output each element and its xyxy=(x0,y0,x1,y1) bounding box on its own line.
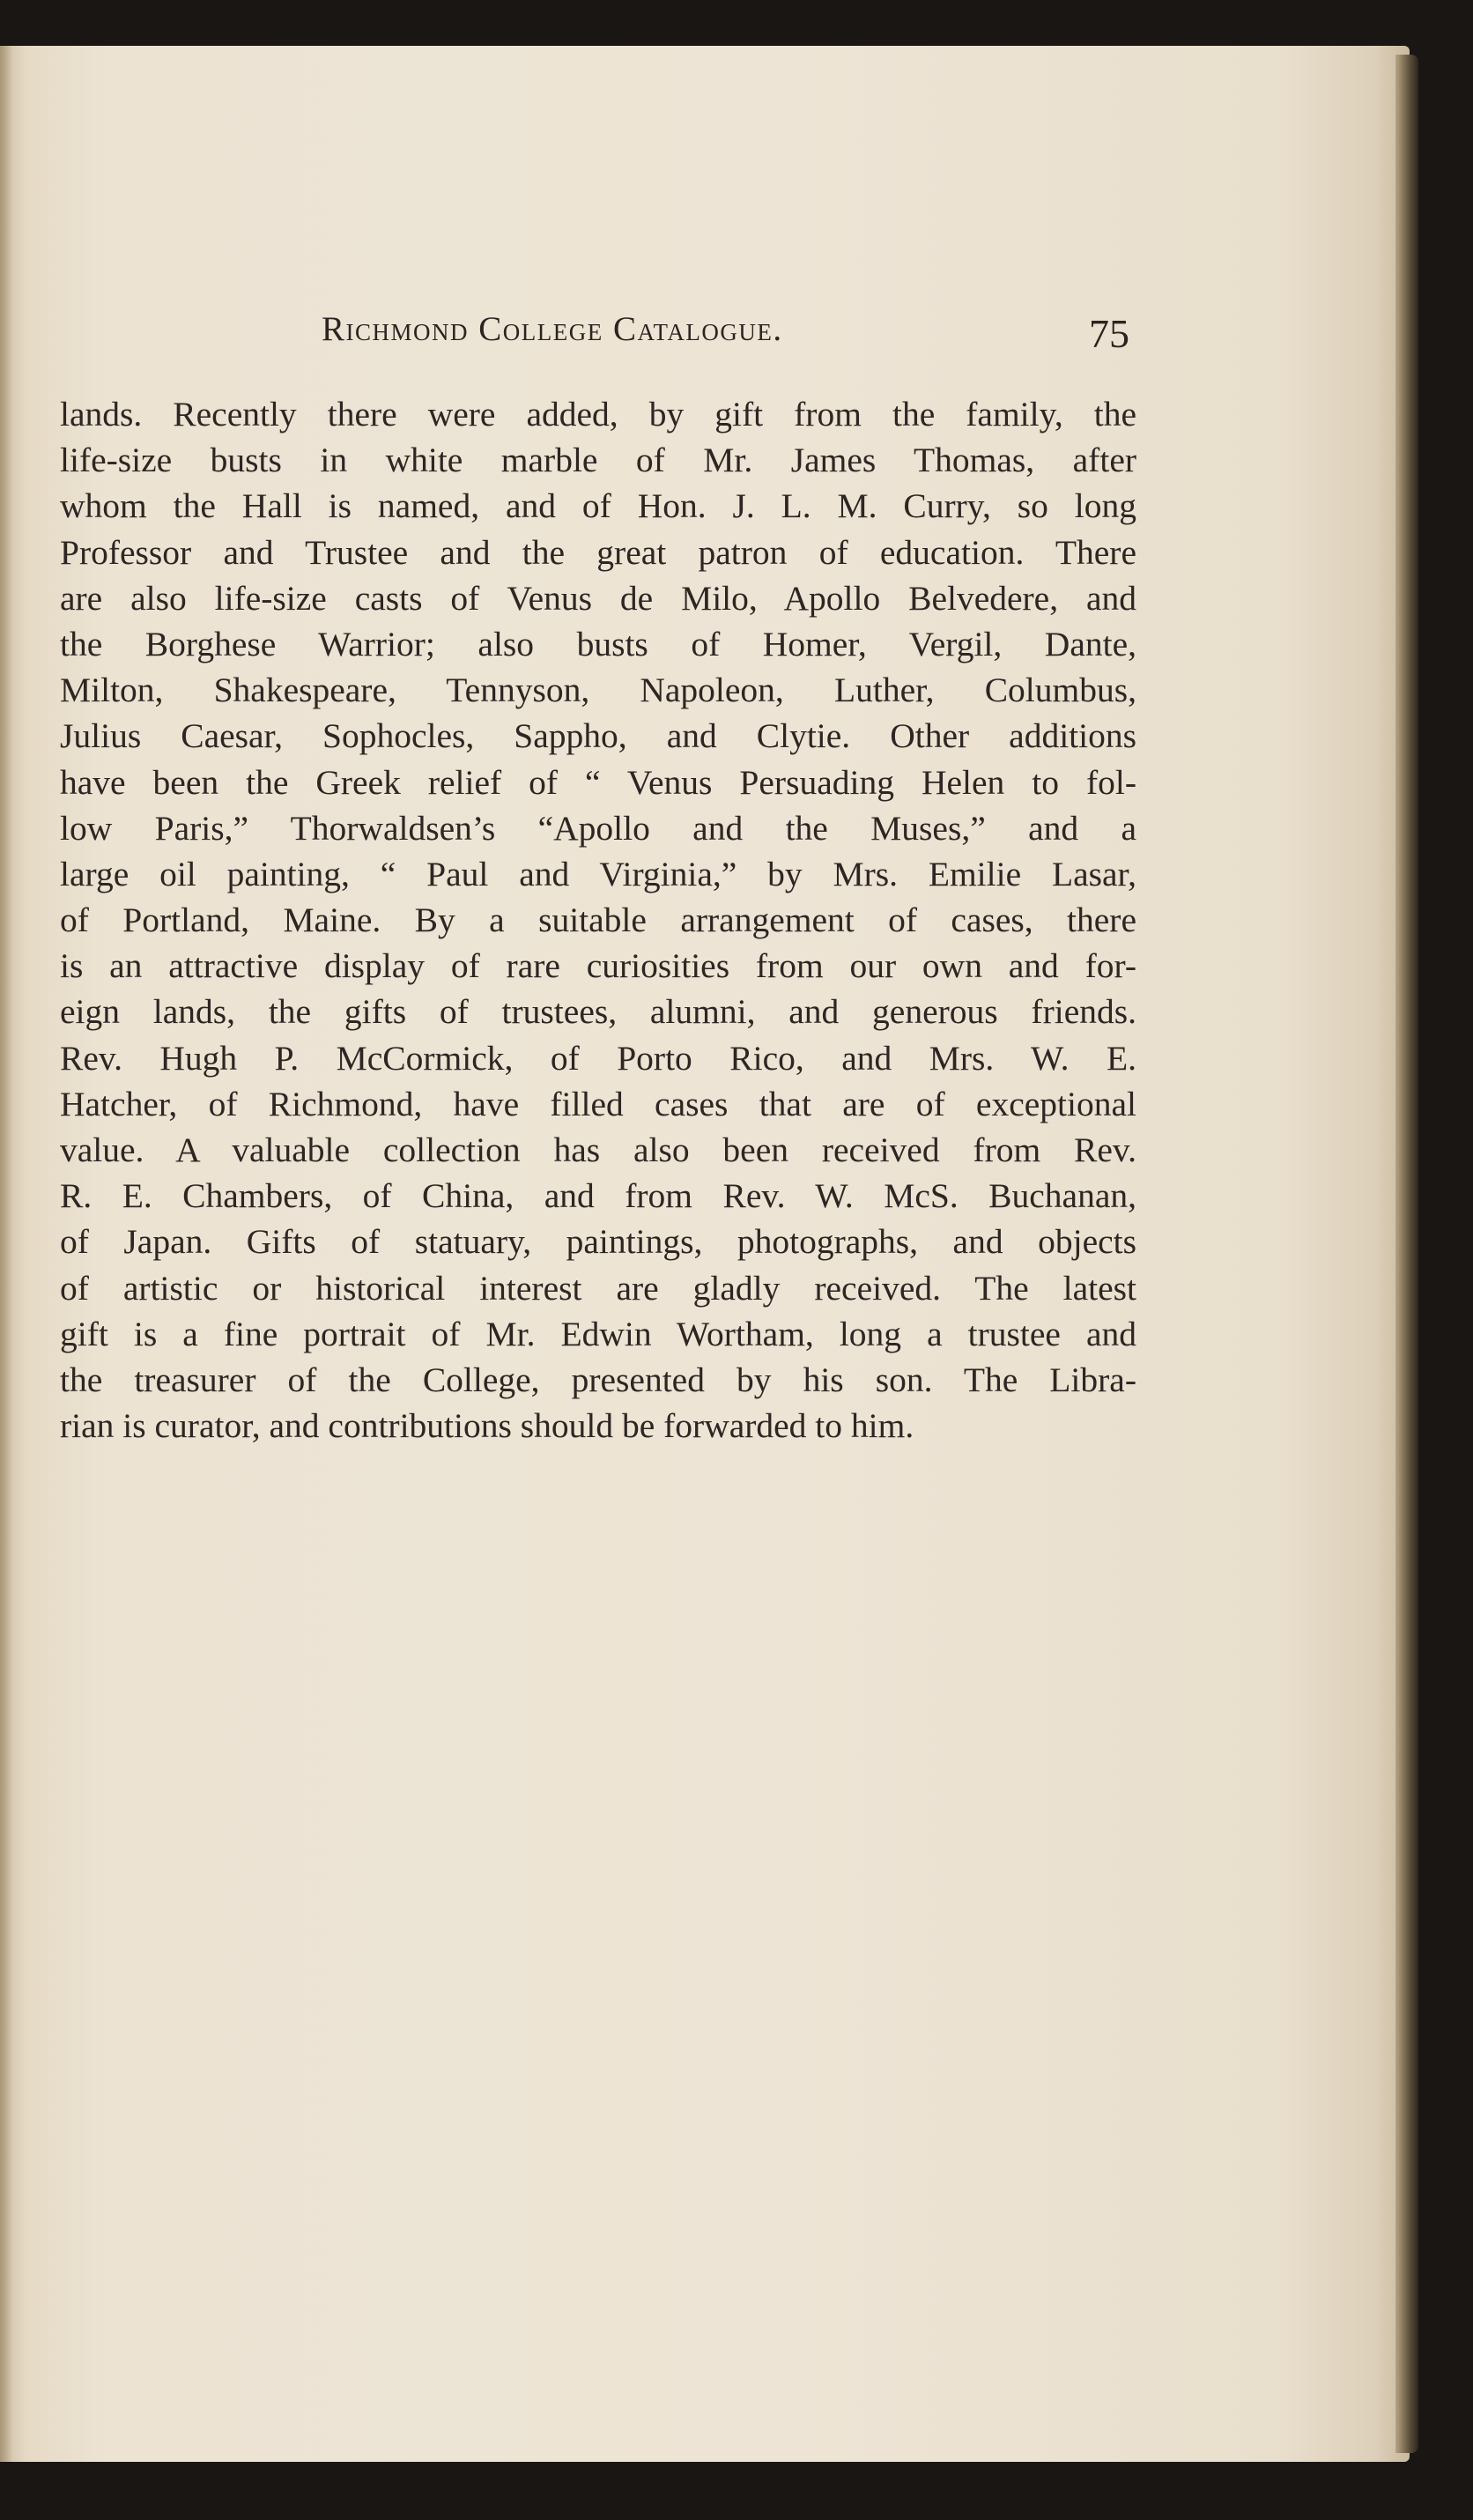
text-line: Professor and Trustee and the great patron of education. There xyxy=(60,532,1136,572)
page-number: 75 xyxy=(1089,311,1129,356)
text-line: have been the Greek relief of “ Venus Persuading Helen to fol- xyxy=(60,762,1136,802)
text-line: of Japan. Gifts of statuary, paintings, photographs, and objects xyxy=(60,1222,1136,1262)
text-line: whom the Hall is named, and of Hon. J. L. M. Curry, so long xyxy=(60,486,1136,526)
text-line: Milton, Shakespeare, Tennyson, Napoleon, Luther, Columbus, xyxy=(60,671,1136,710)
text-line: gift is a fine portrait of Mr. Edwin Wortham, long a trustee and xyxy=(60,1314,1136,1353)
running-head: Richmond College Catalogue. xyxy=(322,310,783,348)
text-line: life-size busts in white marble of Mr. James Thomas, after xyxy=(60,441,1136,480)
text-line: of artistic or historical interest are gladly received. The latest xyxy=(60,1268,1136,1308)
text-line: rian is curator, and contributions should be forwarded to him. xyxy=(60,1406,914,1446)
text-line: Rev. Hugh P. McCormick, of Porto Rico, and Mrs. W. E. xyxy=(60,1038,1136,1078)
text-line: eign lands, the gifts of trustees, alumni, and generous friends. xyxy=(60,992,1136,1032)
text-line: the treasurer of the College, presented by his son. The Libra- xyxy=(60,1360,1136,1399)
text-line: are also life-size casts of Venus de Milo, Apollo Belvedere, and xyxy=(60,578,1136,618)
text-line: Julius Caesar, Sophocles, Sappho, and Clytie. Other additions xyxy=(60,716,1136,756)
text-line: R. E. Chambers, of China, and from Rev. W. McS. Buchanan, xyxy=(60,1176,1136,1216)
text-line: Hatcher, of Richmond, have filled cases that are of exceptional xyxy=(60,1084,1136,1123)
page-gutter-shadow xyxy=(0,46,12,2462)
body-paragraph xyxy=(60,391,1136,1449)
text-line: is an attractive display of rare curiosities from our own and for- xyxy=(60,946,1136,986)
text-line: low Paris,” Thorwaldsen’s “Apollo and the Muses,” and a xyxy=(60,808,1136,848)
page-edge xyxy=(1395,55,1418,2453)
text-line: lands. Recently there were added, by gift from the family, the xyxy=(60,395,1136,434)
text-line: large oil painting, “ Paul and Virginia,” by Mrs. Emilie Lasar, xyxy=(60,854,1136,893)
text-line: of Portland, Maine. By a suitable arrangement of cases, there xyxy=(60,901,1136,940)
text-line: value. A valuable collection has also been received from Rev. xyxy=(60,1130,1136,1169)
text-line: the Borghese Warrior; also busts of Homer, Vergil, Dante, xyxy=(60,624,1136,663)
